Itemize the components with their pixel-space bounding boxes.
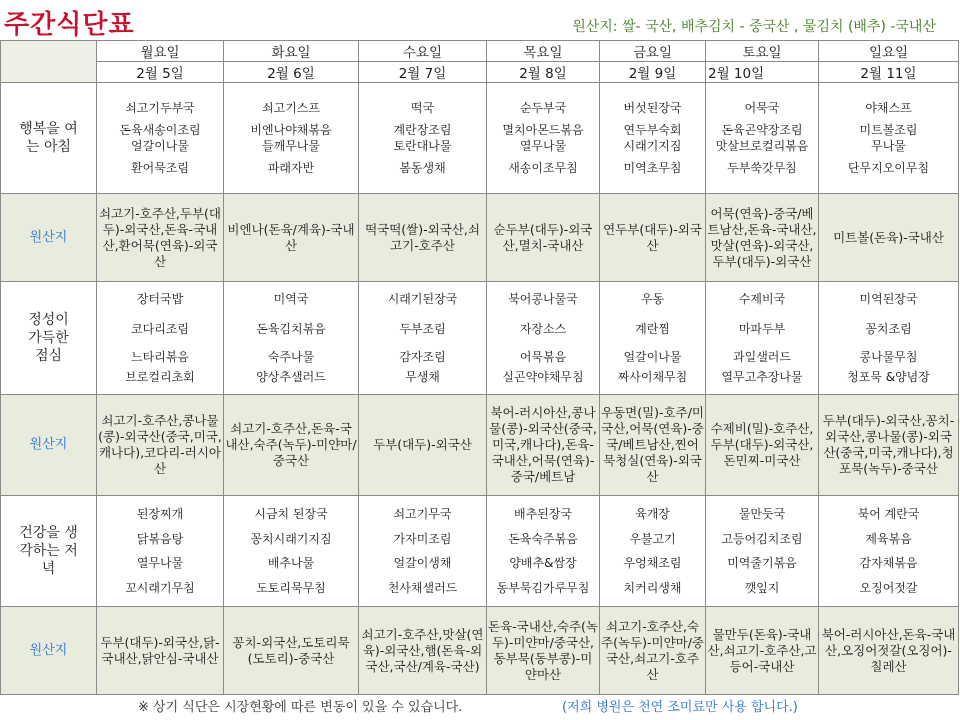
menu-item: 시래기지짐 xyxy=(623,138,682,153)
natural-seasoning-notice: (저희 병원은 천연 조미료만 사용 합니다.) xyxy=(562,700,798,715)
menu-item: 두부쑥갓무침 xyxy=(727,160,797,175)
menu-item: 돈육새송이조림 xyxy=(119,122,201,137)
origin-text: 어묵(연육)-중국/베트남산,돈육-국내산,맛살(연육)-외국산,두부(대두)-외국산 xyxy=(706,194,819,282)
menu-item: 순두부국 xyxy=(519,101,567,115)
menu-item: 실곤약야채무침 xyxy=(502,370,584,384)
menu-item: 물만둣국 xyxy=(738,507,786,521)
dinner-thursday xyxy=(487,496,600,607)
menu-item: 북어콩나물국 xyxy=(508,291,578,306)
lunch-friday xyxy=(600,282,706,395)
origin-text: 쇠고기-호주산,두부(대두)-외국산,돈육-국내산,환어묵(연육)-외국산 xyxy=(97,194,224,282)
menu-item: 가자미조림 xyxy=(393,531,452,546)
menu-item: 우동 xyxy=(640,291,665,306)
menu-item: 어묵국 xyxy=(744,101,780,115)
menu-item: 느타리볶음 xyxy=(131,349,189,364)
menu-item: 얼갈이나물 xyxy=(131,138,189,153)
weekday-header-row xyxy=(1,41,959,62)
menu-item: 미역초무침 xyxy=(623,160,682,175)
dinner-wednesday xyxy=(359,496,487,607)
menu-item: 시래기된장국 xyxy=(387,291,458,306)
menu-item: 열무나물 xyxy=(136,556,184,570)
origin-text: 두부(대두)-외국산,닭-국내산,닭안심-국내산 xyxy=(97,607,224,695)
weekday-wednesday: 수요일 xyxy=(359,41,487,62)
date-header-row xyxy=(1,62,959,83)
breakfast-wednesday xyxy=(359,83,487,194)
lunch-label: 정성이 가득한 점심 xyxy=(1,282,97,395)
menu-item: 비엔나야채볶음 xyxy=(250,122,332,137)
dinner-sunday xyxy=(819,496,959,607)
origin-text: 두부(대두)-외국산 xyxy=(359,395,487,496)
origin-text: 미트볼(돈육)-국내산 xyxy=(819,194,959,282)
menu-item: 두부조림 xyxy=(399,322,446,336)
breakfast-thursday xyxy=(487,83,600,194)
menu-item: 떡국 xyxy=(410,101,435,115)
dinner-menu-row xyxy=(1,496,959,607)
menu-item: 야채스프 xyxy=(865,101,912,115)
menu-item: 맛살브로컬리볶음 xyxy=(715,138,809,153)
origin-text: 쇠고기-호주산,맛살(연육)-외국산,햄(돈육-외국산,국산/계육-국산) xyxy=(359,607,487,695)
menu-item: 자장소스 xyxy=(519,322,567,336)
menu-item: 제육볶음 xyxy=(865,531,912,546)
menu-item: 깻잎지 xyxy=(744,580,780,595)
menu-item: 수제비국 xyxy=(738,291,786,306)
menu-item: 꽁치시래기지짐 xyxy=(250,531,332,546)
menu-item: 장터국밥 xyxy=(136,291,184,306)
menu-item: 들깨무나물 xyxy=(262,138,320,153)
menu-item: 육개장 xyxy=(635,507,670,521)
origin-text: 쇠고기-호주산,숙주(녹두)-미얀마/중국산,쇠고기-호주산 xyxy=(600,607,706,695)
menu-item: 미역된장국 xyxy=(859,291,918,306)
origin-text: 우동면(밀)-호주/미국산,어묵(연육)-중국/베트남산,찐어묵청실(연육)-외국산 xyxy=(600,395,706,496)
menu-item: 버섯된장국 xyxy=(623,101,682,115)
date-thursday: 2월 8일 xyxy=(487,62,600,83)
menu-item: 돈육김치볶음 xyxy=(256,322,326,336)
origin-text: 돈육-국내산,숙주(녹두)-미얀마/중국산,동부묵(동부콩)-미얀마산 xyxy=(487,607,600,695)
breakfast-tuesday xyxy=(224,83,359,194)
lunch-thursday xyxy=(487,282,600,395)
breakfast-friday xyxy=(600,83,706,194)
dinner-label: 건강을 생각하는 저녁 xyxy=(1,496,97,607)
menu-item: 쇠고기두부국 xyxy=(125,101,195,115)
menu-item: 돈육숙주볶음 xyxy=(508,531,578,546)
lunch-menu-row xyxy=(1,282,959,395)
breakfast-sunday xyxy=(819,83,959,194)
menu-item: 청포묵 &양념장 xyxy=(847,370,930,384)
lunch-saturday xyxy=(706,282,819,395)
menu-item: 미역국 xyxy=(273,291,309,306)
weekday-sunday: 일요일 xyxy=(819,41,959,62)
menu-item: 도토리묵무침 xyxy=(256,580,326,595)
date-tuesday: 2월 6일 xyxy=(224,62,359,83)
rice-kimchi-origin-note: 원산지: 쌀- 국산, 배추김치 - 중국산 , 물김치 (배추) -국내산 xyxy=(572,19,936,35)
menu-item: 북어 계란국 xyxy=(857,507,920,521)
date-sunday: 2월 11일 xyxy=(819,62,959,83)
breakfast-monday xyxy=(97,83,224,194)
dinner-origin-label: 원산지 xyxy=(1,607,97,695)
menu-item: 시금치 된장국 xyxy=(254,507,328,521)
date-saturday: 2월 10일 xyxy=(706,62,819,83)
menu-item: 숙주나물 xyxy=(267,349,315,364)
lunch-tuesday xyxy=(224,282,359,395)
breakfast-menu-row xyxy=(1,83,959,194)
menu-item: 파래자반 xyxy=(267,160,315,175)
menu-item: 봄동생채 xyxy=(399,160,446,175)
lunch-wednesday xyxy=(359,282,487,395)
origin-text: 쇠고기-호주산,콩나물(콩)-외국산(중국,미국,캐나다),코다리-러시아산 xyxy=(97,395,224,496)
origin-text: 떡국떡(쌀)-외국산,쇠고기-호주산 xyxy=(359,194,487,282)
menu-item: 열무고추장나물 xyxy=(721,370,803,384)
menu-item: 계란찜 xyxy=(635,322,670,336)
menu-change-notice: ※ 상기 식단은 시장현황에 따른 변동이 있을 수 있습니다. xyxy=(138,700,463,715)
menu-item: 돈육곤약장조림 xyxy=(721,122,803,137)
lunch-sunday xyxy=(819,282,959,395)
origin-text: 물만두(돈육)-국내산,쇠고기-호주산,고등어-국내산 xyxy=(706,607,819,695)
menu-item: 멸치아몬드볶음 xyxy=(502,122,584,137)
menu-item: 얼갈이나물 xyxy=(623,349,682,364)
weekday-saturday: 토요일 xyxy=(706,41,819,62)
weekday-tuesday: 화요일 xyxy=(224,41,359,62)
menu-item: 코다리조림 xyxy=(131,322,189,336)
lunch-origin-label: 원산지 xyxy=(1,395,97,496)
origin-text: 수제비(밀)-호주산,두부(대두)-외국산,돈민찌-미국산 xyxy=(706,395,819,496)
date-friday: 2월 9일 xyxy=(600,62,706,83)
breakfast-origin-row xyxy=(1,194,959,282)
menu-item: 단무지오이무침 xyxy=(847,160,930,175)
origin-text: 두부(대두)-외국산,꽁치-외국산,콩나물(콩)-외국산(중국,미국,캐나다),청포묵(녹두)-중국산 xyxy=(819,395,959,496)
menu-item: 연두부숙회 xyxy=(623,122,682,137)
menu-item: 과일샐러드 xyxy=(733,349,791,364)
weekly-menu-table xyxy=(0,40,959,695)
menu-item: 우엉채조림 xyxy=(623,556,682,570)
menu-item: 마파두부 xyxy=(738,322,786,336)
weekday-monday: 월요일 xyxy=(97,41,224,62)
menu-item: 미역줄기볶음 xyxy=(727,556,797,570)
menu-item: 쇠고기무국 xyxy=(393,507,452,521)
origin-text: 북어-러시아산,콩나물(콩)-외국산(중국,미국,캐나다),돈육-국내산,어묵(연육)-중국/베트남 xyxy=(487,395,600,496)
menu-item: 새송이조무침 xyxy=(508,160,578,175)
menu-item: 꼬시래기무침 xyxy=(125,580,195,595)
menu-item: 천사채샐러드 xyxy=(387,580,458,595)
weekday-friday: 금요일 xyxy=(600,41,706,62)
breakfast-saturday xyxy=(706,83,819,194)
dinner-friday xyxy=(600,496,706,607)
origin-text: 비엔나(돈육/계육)-국내산 xyxy=(224,194,359,282)
origin-text: 꽁치-외국산,도토리묵(도토리)-중국산 xyxy=(224,607,359,695)
page-title: 주간식단표 xyxy=(4,10,135,40)
menu-item: 꽁치조림 xyxy=(865,322,912,336)
menu-item: 무나물 xyxy=(871,138,906,153)
origin-text: 북어-러시아산,돈육-국내산,오징어젓갈(오징어)-칠레산 xyxy=(819,607,959,695)
menu-item: 환어묵조림 xyxy=(131,160,189,175)
menu-item: 콩나물무침 xyxy=(859,349,918,364)
origin-text: 쇠고기-호주산,돈육-국내산,숙주(녹두)-미얀마/중국산 xyxy=(224,395,359,496)
menu-item: 브로컬리초회 xyxy=(125,370,195,384)
menu-item: 동부묵김가루무침 xyxy=(496,580,590,595)
menu-item: 감자채볶음 xyxy=(859,556,918,570)
origin-text: 순두부(대두)-외국산,멸치-국내산 xyxy=(487,194,600,282)
menu-item: 얼갈이생채 xyxy=(393,556,452,570)
menu-item: 열무나물 xyxy=(519,138,567,153)
menu-item: 감자조림 xyxy=(399,349,446,364)
menu-item: 우불고기 xyxy=(629,531,676,546)
menu-item: 고등어김치조림 xyxy=(721,531,803,546)
menu-item: 미트볼조림 xyxy=(859,122,918,137)
dinner-tuesday xyxy=(224,496,359,607)
breakfast-origin-label: 원산지 xyxy=(1,194,97,282)
menu-item: 짜사이채무침 xyxy=(617,370,688,384)
menu-item: 배추나물 xyxy=(267,556,315,570)
menu-item: 배추된장국 xyxy=(514,507,572,521)
dinner-saturday xyxy=(706,496,819,607)
menu-item: 쇠고기스프 xyxy=(262,101,320,115)
date-monday: 2월 5일 xyxy=(97,62,224,83)
origin-text: 연두부(대두)-외국산 xyxy=(600,194,706,282)
weekday-thursday: 목요일 xyxy=(487,41,600,62)
dinner-origin-row xyxy=(1,607,959,695)
menu-item: 오징어젓갈 xyxy=(859,580,918,595)
breakfast-label: 행복을 여는 아침 xyxy=(1,83,97,194)
lunch-monday xyxy=(97,282,224,395)
menu-item: 계란장조림 xyxy=(393,122,452,137)
menu-item: 어묵볶음 xyxy=(519,349,567,364)
menu-item: 양배추&쌈장 xyxy=(509,556,577,570)
header-corner xyxy=(1,41,97,83)
menu-item: 토란대나물 xyxy=(393,138,452,153)
menu-item: 무생채 xyxy=(405,370,440,384)
date-wednesday: 2월 7일 xyxy=(359,62,487,83)
menu-item: 닭볶음탕 xyxy=(136,531,184,546)
menu-item: 된장찌개 xyxy=(136,507,184,521)
menu-item: 양상추샐러드 xyxy=(256,370,326,384)
dinner-monday xyxy=(97,496,224,607)
menu-item: 치커리생채 xyxy=(623,580,682,595)
lunch-origin-row xyxy=(1,395,959,496)
